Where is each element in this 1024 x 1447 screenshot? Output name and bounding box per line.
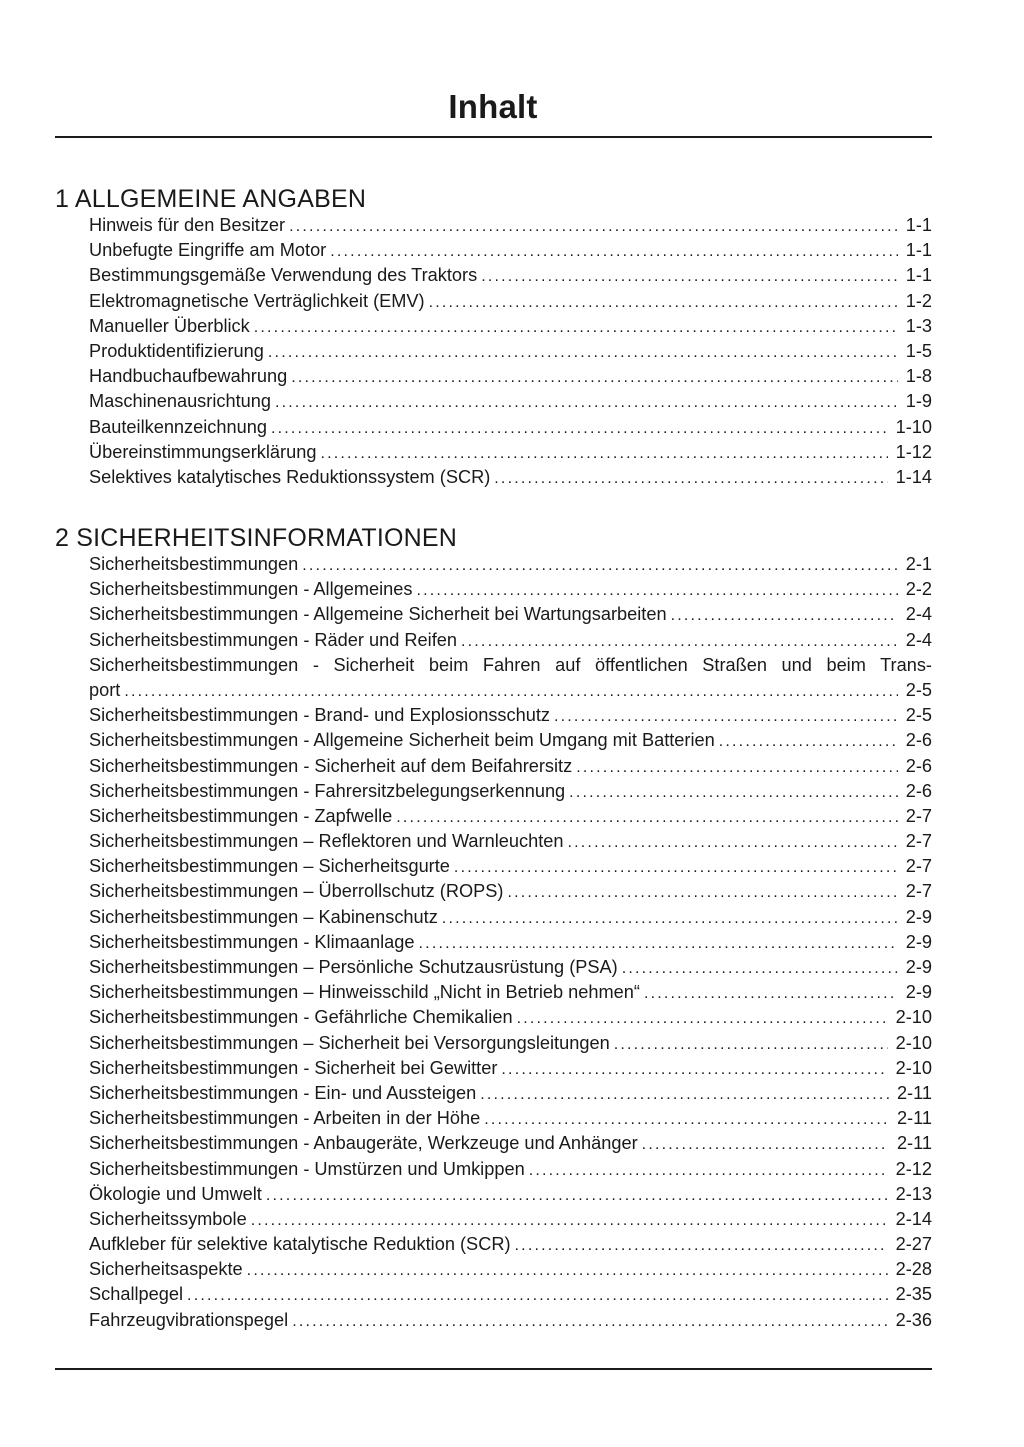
toc-entry[interactable]	[89, 1282, 932, 1307]
dot-leader	[187, 1283, 888, 1307]
section-heading: 2 SICHERHEITSINFORMATIONEN	[55, 524, 457, 552]
toc-entry[interactable]	[89, 552, 932, 577]
dot-leader	[719, 729, 898, 753]
entry-title-line-2-row	[89, 678, 932, 703]
dot-leader	[266, 1183, 888, 1207]
toc-entry[interactable]	[89, 1081, 932, 1106]
toc-entry[interactable]	[89, 213, 932, 238]
toc-entry[interactable]	[89, 1257, 932, 1282]
toc-entry[interactable]	[89, 1005, 932, 1030]
toc-entry[interactable]	[89, 314, 932, 339]
entry-title: Sicherheitssymbole	[89, 1208, 247, 1229]
dot-leader	[454, 855, 898, 879]
dot-leader	[330, 239, 897, 263]
entry-title: Sicherheitsaspekte	[89, 1259, 243, 1280]
dot-leader	[622, 956, 898, 980]
entry-page-number: 2-12	[895, 1158, 932, 1179]
entry-title: Sicherheitsbestimmungen – Reflektoren und Warnleuchten	[89, 831, 564, 852]
toc-entry[interactable]	[89, 779, 932, 804]
entry-title: Sicherheitsbestimmungen - Ein- und Aussteigen	[89, 1082, 477, 1103]
dot-leader	[320, 441, 887, 465]
entry-title: Sicherheitsbestimmungen – Kabinenschutz	[89, 906, 438, 927]
toc-entry[interactable]	[89, 754, 932, 779]
toc-entry[interactable]	[89, 703, 932, 728]
entry-page-number: 2-14	[895, 1208, 932, 1229]
toc-entry[interactable]	[89, 415, 932, 440]
entry-page-number: 1-8	[905, 366, 932, 387]
entry-title: Sicherheitsbestimmungen - Fahrersitzbelegungserkennung	[89, 780, 566, 801]
entry-title: Sicherheitsbestimmungen - Allgemeine Sicherheit bei Wartungsarbeiten	[89, 604, 667, 625]
entry-title: Sicherheitsbestimmungen - Zapfwelle	[89, 805, 393, 826]
entry-page-number: 2-9	[905, 906, 932, 927]
footer-rule	[55, 1368, 932, 1370]
dot-leader	[480, 1082, 889, 1106]
dot-leader	[271, 416, 888, 440]
entry-title: Maschinenausrichtung	[89, 391, 271, 412]
dot-leader	[247, 1258, 888, 1282]
dot-leader	[484, 1107, 889, 1131]
entry-title: Fahrzeugvibrationspegel	[89, 1309, 289, 1330]
toc-entry[interactable]	[89, 1308, 932, 1333]
toc-entry[interactable]	[89, 289, 932, 314]
entry-title: Bestimmungsgemäße Verwendung des Traktors	[89, 265, 478, 286]
toc-section-1	[55, 185, 932, 490]
entry-title: Produktidentifizierung	[89, 340, 264, 361]
entry-page-number: 2-28	[895, 1259, 932, 1280]
entry-page-number: 2-2	[905, 579, 932, 600]
entry-title: Sicherheitsbestimmungen – Überrollschutz (ROPS)	[89, 881, 504, 902]
entry-page-number: 2-9	[905, 931, 932, 952]
dot-leader	[302, 553, 897, 577]
entry-page-number: 1-12	[895, 441, 932, 462]
toc-entry-wrapped[interactable]	[89, 653, 932, 703]
entry-title: Sicherheitsbestimmungen – Persönliche Schutzausrüstung (PSA)	[89, 957, 618, 977]
entry-title: Elektromagnetische Verträglichkeit (EMV)	[89, 290, 425, 311]
toc-entry[interactable]	[89, 1056, 932, 1081]
entry-page-number: 2-9	[905, 957, 932, 977]
dot-leader	[567, 830, 897, 854]
entry-title: Selektives katalytisches Reduktionssystem (SCR)	[89, 466, 491, 487]
entry-title: Sicherheitsbestimmungen – Sicherheitsgurte	[89, 856, 450, 877]
entry-page-number: 1-1	[905, 215, 932, 235]
entry-title: Sicherheitsbestimmungen - Sicherheit auf dem Beifahrersitz	[89, 755, 573, 776]
entry-page-number: 2-7	[905, 881, 932, 902]
toc-entry[interactable]	[89, 879, 932, 904]
entry-title: Sicherheitsbestimmungen - Klimaanlage	[89, 931, 415, 952]
entry-page-number: 1-9	[905, 391, 932, 412]
toc-entry[interactable]	[89, 829, 932, 854]
dot-leader	[291, 365, 898, 389]
toc-entry[interactable]	[89, 1157, 932, 1182]
entry-page-number: 1-1	[905, 265, 932, 286]
entry-title: Sicherheitsbestimmungen – Hinweisschild „Nicht in Betrieb nehmen“	[89, 982, 640, 1003]
entry-title: Sicherheitsbestimmungen - Gefährliche Chemikalien	[89, 1007, 513, 1028]
entry-page-number: 2-6	[905, 780, 932, 801]
entry-page-number: 2-27	[895, 1234, 932, 1255]
dot-leader	[251, 1208, 888, 1232]
dot-leader	[275, 390, 898, 414]
toc-list	[55, 213, 932, 490]
toc-entry[interactable]	[89, 854, 932, 879]
entry-page-number: 2-11	[896, 1108, 932, 1129]
entry-title: Aufkleber für selektive katalytische Reduktion (SCR)	[89, 1234, 511, 1255]
dot-leader	[614, 1032, 888, 1056]
entry-page-number: 2-5	[905, 679, 932, 700]
toc-entry[interactable]	[89, 440, 932, 465]
dot-leader	[501, 1057, 887, 1081]
toc-entry[interactable]	[89, 728, 932, 753]
entry-page-number: 2-10	[895, 1057, 932, 1078]
dot-leader	[396, 805, 897, 829]
entry-page-number: 2-7	[905, 831, 932, 852]
dot-leader	[461, 629, 898, 653]
toc-entry[interactable]	[89, 364, 932, 389]
entry-page-number: 1-10	[895, 416, 932, 437]
toc-entry[interactable]	[89, 339, 932, 364]
dot-leader	[644, 981, 898, 1005]
toc-entry[interactable]	[89, 238, 932, 263]
entry-title: Sicherheitsbestimmungen - Allgemeine Sicherheit beim Umgang mit Batterien	[89, 730, 715, 751]
entry-page-number: 2-11	[896, 1082, 932, 1103]
entry-title-line-1: Sicherheitsbestimmungen - Sicherheit beim Fahren auf öffentlichen Straßen und beim Trans-	[89, 654, 932, 675]
header-rule	[55, 136, 932, 138]
entry-title: Unbefugte Eingriffe am Motor	[89, 240, 327, 261]
dot-leader	[517, 1006, 888, 1030]
entry-page-number: 1-14	[895, 466, 932, 487]
dot-leader	[671, 603, 898, 627]
entry-title: Ökologie und Umwelt	[89, 1183, 262, 1204]
entry-page-number: 2-1	[905, 554, 932, 574]
toc-entry[interactable]	[89, 389, 932, 414]
page-title: Inhalt	[448, 88, 538, 125]
toc-entry[interactable]	[89, 1031, 932, 1056]
dot-leader	[429, 290, 898, 314]
dot-leader	[515, 1233, 888, 1257]
toc-entry[interactable]	[89, 465, 932, 490]
entry-title: Sicherheitsbestimmungen - Räder und Reifen	[89, 629, 457, 650]
section-heading: 1 ALLGEMEINE ANGABEN	[55, 185, 367, 213]
entry-title: Sicherheitsbestimmungen - Anbaugeräte, Werkzeuge und Anhänger	[89, 1133, 638, 1154]
entry-title: Sicherheitsbestimmungen - Sicherheit bei Gewitter	[89, 1057, 498, 1078]
dot-leader	[554, 704, 898, 728]
entry-page-number: 2-9	[905, 982, 932, 1003]
dot-leader	[642, 1132, 889, 1156]
dot-leader	[576, 755, 897, 779]
entry-page-number: 2-36	[895, 1309, 932, 1330]
dot-leader	[289, 214, 898, 238]
toc-entry[interactable]	[89, 980, 932, 1005]
entry-page-number: 2-4	[905, 629, 932, 650]
entry-title: Hinweis für den Besitzer	[89, 215, 286, 235]
entry-title: Sicherheitsbestimmungen - Allgemeines	[89, 579, 413, 600]
dot-leader	[442, 906, 898, 930]
toc-entry[interactable]	[89, 905, 932, 930]
dot-leader	[254, 315, 898, 339]
toc-entry[interactable]	[89, 1232, 932, 1257]
entry-page-number: 2-13	[895, 1183, 932, 1204]
entry-title: Sicherheitsbestimmungen - Brand- und Explosionsschutz	[89, 705, 550, 726]
entry-page-number: 2-10	[895, 1007, 932, 1028]
toc-entry[interactable]	[89, 1207, 932, 1232]
entry-title: Manueller Überblick	[89, 315, 250, 336]
dot-leader	[529, 1158, 888, 1182]
entry-title: Sicherheitsbestimmungen - Umstürzen und Umkippen	[89, 1158, 525, 1179]
entry-title: Bauteilkennzeichnung	[89, 416, 267, 437]
entry-title: Handbuchaufbewahrung	[89, 366, 288, 387]
entry-page-number: 2-10	[895, 1032, 932, 1053]
entry-page-number: 1-5	[905, 340, 932, 361]
entry-page-number: 2-7	[905, 856, 932, 877]
dot-leader	[292, 1309, 887, 1333]
toc-entry[interactable]	[89, 263, 932, 288]
toc-section-2	[55, 524, 932, 1333]
entry-page-number: 1-3	[905, 315, 932, 336]
entry-page-number: 1-2	[905, 290, 932, 311]
toc-entry[interactable]	[89, 602, 932, 627]
entry-page-number: 2-35	[895, 1284, 932, 1305]
toc-entry[interactable]	[89, 628, 932, 653]
entry-page-number: 2-4	[905, 604, 932, 625]
entry-page-number: 1-1	[905, 240, 932, 261]
dot-leader	[569, 780, 898, 804]
toc-entry[interactable]	[89, 930, 932, 955]
entry-title-line-2: port	[89, 679, 121, 700]
entry-page-number: 2-6	[905, 730, 932, 751]
toc-entry[interactable]	[89, 955, 932, 980]
dot-leader	[268, 340, 898, 364]
entry-page-number: 2-7	[905, 805, 932, 826]
dot-leader	[417, 578, 898, 602]
entry-page-number: 2-11	[896, 1133, 932, 1154]
entry-title: Sicherheitsbestimmungen	[89, 554, 299, 574]
entry-page-number: 2-6	[905, 755, 932, 776]
toc-list	[55, 552, 932, 1333]
toc-entry[interactable]	[89, 1131, 932, 1156]
toc-entry[interactable]	[89, 577, 932, 602]
dot-leader	[124, 679, 897, 703]
dot-leader	[419, 931, 898, 955]
toc-entry[interactable]	[89, 804, 932, 829]
toc-entry[interactable]	[89, 1182, 932, 1207]
dot-leader	[481, 264, 898, 288]
entry-title: Schallpegel	[89, 1284, 184, 1305]
dot-leader	[494, 466, 887, 490]
entry-title: Sicherheitsbestimmungen - Arbeiten in der Höhe	[89, 1108, 481, 1129]
entry-title: Übereinstimmungserklärung	[89, 441, 317, 462]
dot-leader	[507, 880, 897, 904]
entry-title: Sicherheitsbestimmungen – Sicherheit bei Versorgungsleitungen	[89, 1032, 610, 1053]
entry-page-number: 2-5	[905, 705, 932, 726]
toc-entry[interactable]	[89, 1106, 932, 1131]
